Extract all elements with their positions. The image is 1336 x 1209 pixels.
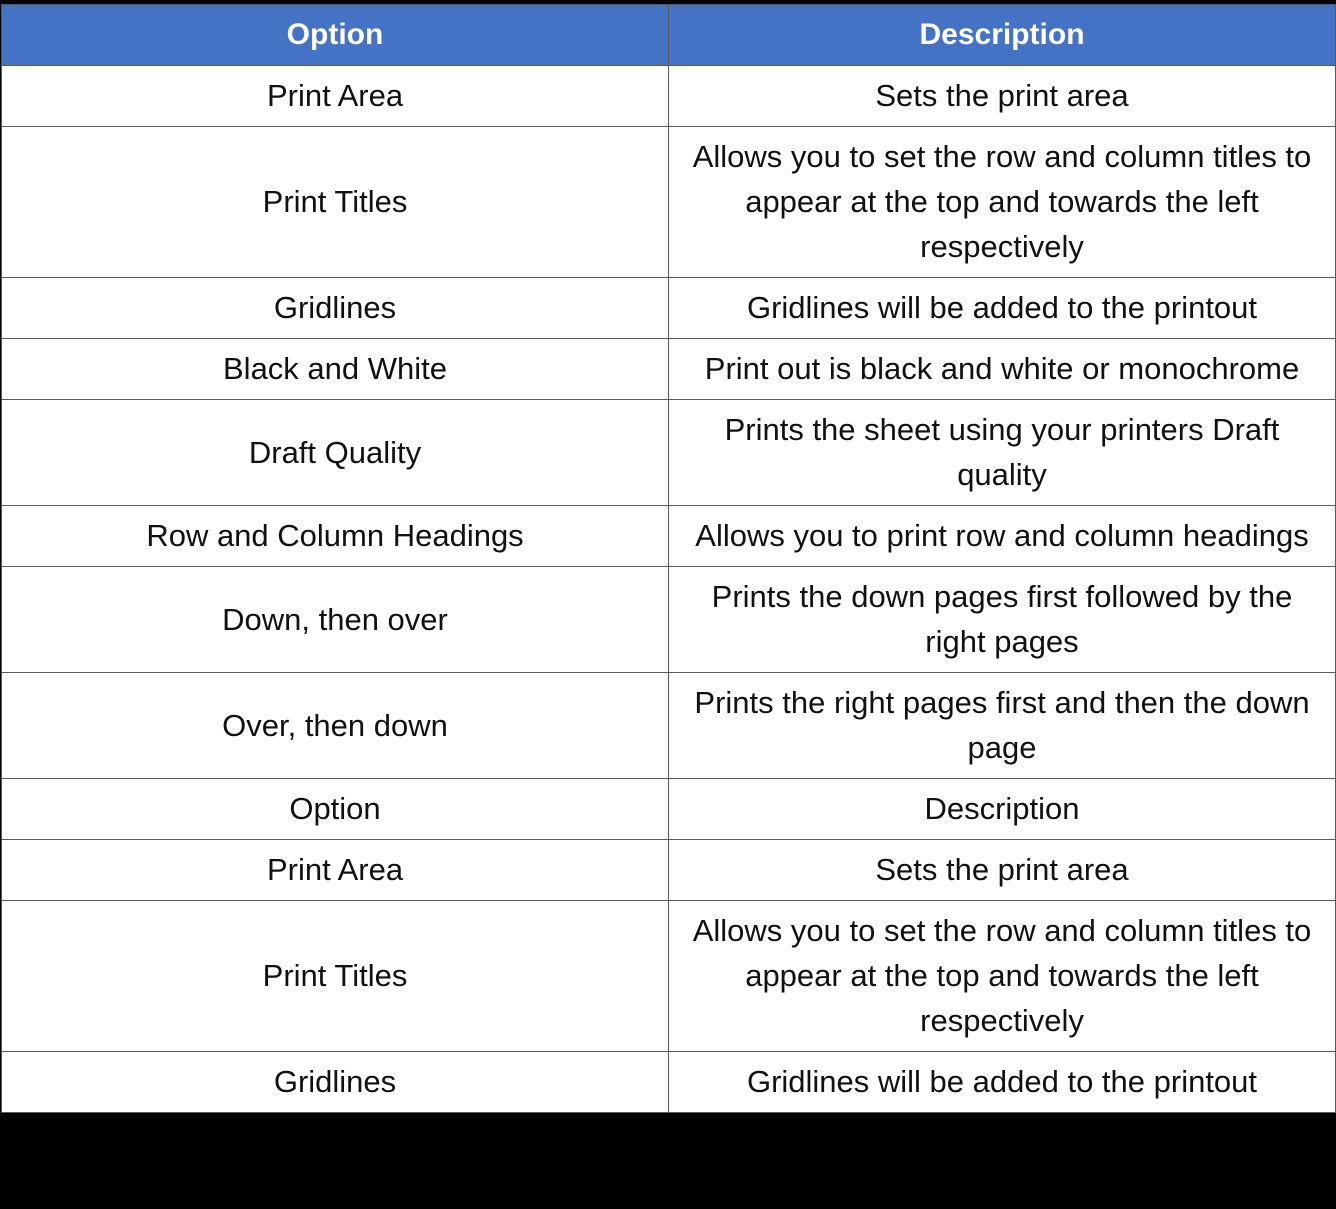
description-cell: Gridlines will be added to the printout bbox=[669, 278, 1336, 339]
table-row bbox=[2, 339, 1336, 400]
table-header bbox=[2, 5, 1336, 66]
table-body bbox=[2, 66, 1336, 1113]
table-row bbox=[2, 278, 1336, 339]
option-cell: Gridlines bbox=[2, 1052, 669, 1113]
option-cell: Option bbox=[2, 779, 669, 840]
table-row bbox=[2, 127, 1336, 278]
description-cell: Description bbox=[669, 779, 1336, 840]
description-cell: Sets the print area bbox=[669, 840, 1336, 901]
option-cell: Over, then down bbox=[2, 673, 669, 779]
table-row bbox=[2, 400, 1336, 506]
option-cell: Gridlines bbox=[2, 278, 669, 339]
option-cell: Black and White bbox=[2, 339, 669, 400]
table-row bbox=[2, 673, 1336, 779]
option-cell: Row and Column Headings bbox=[2, 506, 669, 567]
description-cell: Sets the print area bbox=[669, 66, 1336, 127]
option-cell: Print Area bbox=[2, 66, 669, 127]
description-cell: Prints the right pages first and then the down page bbox=[669, 673, 1336, 779]
table-row bbox=[2, 1052, 1336, 1113]
option-cell: Print Titles bbox=[2, 127, 669, 278]
description-cell: Gridlines will be added to the printout bbox=[669, 1052, 1336, 1113]
table-row bbox=[2, 506, 1336, 567]
table-row bbox=[2, 779, 1336, 840]
header-row bbox=[2, 5, 1336, 66]
option-cell: Print Area bbox=[2, 840, 669, 901]
description-cell: Print out is black and white or monochrome bbox=[669, 339, 1336, 400]
column-header-description: Description bbox=[669, 5, 1336, 66]
option-cell: Down, then over bbox=[2, 567, 669, 673]
table-row bbox=[2, 567, 1336, 673]
description-cell: Prints the down pages first followed by the right pages bbox=[669, 567, 1336, 673]
option-cell: Draft Quality bbox=[2, 400, 669, 506]
description-cell: Allows you to print row and column headings bbox=[669, 506, 1336, 567]
table-row bbox=[2, 901, 1336, 1052]
description-cell: Prints the sheet using your printers Draft quality bbox=[669, 400, 1336, 506]
table-row bbox=[2, 66, 1336, 127]
description-cell: Allows you to set the row and column titles to appear at the top and towards the left respectively bbox=[669, 127, 1336, 278]
table-row bbox=[2, 840, 1336, 901]
print-options-table bbox=[1, 4, 1336, 1113]
description-cell: Allows you to set the row and column titles to appear at the top and towards the left respectively bbox=[669, 901, 1336, 1052]
column-header-option: Option bbox=[2, 5, 669, 66]
option-cell: Print Titles bbox=[2, 901, 669, 1052]
